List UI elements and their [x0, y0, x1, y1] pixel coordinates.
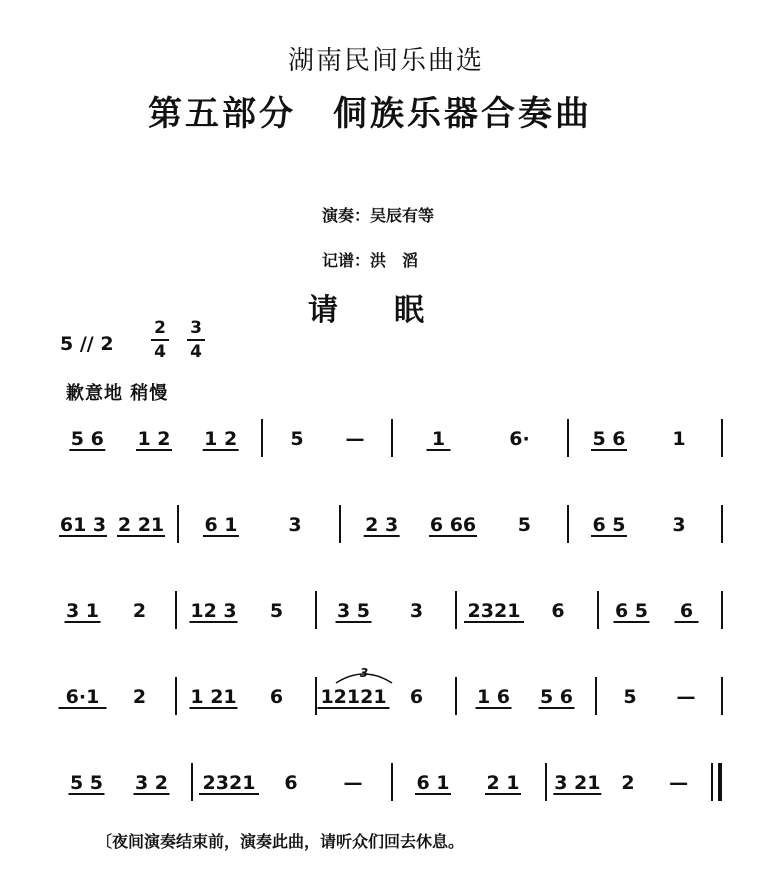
note-group: 6 5: [614, 600, 649, 622]
note-group: 12 3: [190, 600, 237, 622]
note-group: 1 2: [204, 428, 238, 450]
note-group: 12121: [320, 686, 387, 708]
note-group: 1 21: [190, 686, 237, 708]
note-group: 6 5: [592, 514, 626, 536]
note-group: 5 6: [70, 428, 104, 450]
triplet-marker: 3: [359, 666, 369, 680]
piece-title: 请眠: [308, 293, 480, 328]
time-signature-top: 3: [190, 318, 202, 338]
note-group: 5: [623, 686, 637, 708]
note-group: 6: [679, 600, 694, 622]
note-group: 3: [288, 514, 302, 536]
key-signature: 5 // 2: [60, 333, 114, 355]
note-group: 3 2: [134, 772, 169, 794]
note-group: 2: [132, 600, 147, 622]
collection-title: 湖南民间乐曲选: [287, 46, 484, 76]
note-group: —: [343, 772, 363, 794]
time-signature-bottom: 4: [190, 342, 202, 362]
note-group: 2: [621, 772, 635, 794]
note-group: 6: [269, 686, 284, 708]
note-group: 3 5: [336, 600, 371, 622]
note-group: 6: [284, 772, 298, 794]
note-group: 2 1: [486, 772, 520, 794]
footnote: 〔夜间演奏结束前，演奏此曲，请听众们回去休息。: [96, 832, 465, 851]
note-group: 5 5: [69, 772, 104, 794]
note-group: 5: [290, 428, 304, 450]
note-group: 2 21: [117, 514, 165, 536]
note-group: 1: [431, 428, 446, 450]
note-group: 6: [551, 600, 565, 622]
note-group: 5 6: [592, 428, 626, 450]
time-signature-bottom: 4: [154, 342, 166, 362]
note-group: 2321: [202, 772, 256, 794]
note-group: 6 1: [204, 514, 238, 536]
note-group: 1 6: [476, 686, 511, 708]
note-group: 2 3: [365, 514, 399, 536]
note-group: 5: [517, 514, 531, 536]
performers-credit: 演奏：吴辰有等: [322, 206, 435, 225]
note-group: 6: [409, 686, 424, 708]
part-title: 第五部分 侗族乐器合奏曲: [148, 94, 592, 134]
note-group: 6 66: [429, 514, 477, 536]
note-group: 2321: [467, 600, 521, 622]
note-group: 3: [409, 600, 424, 622]
note-group: 6·1: [65, 686, 100, 708]
note-group: —: [669, 772, 689, 794]
transcriber-credit: 记谱：洪 滔: [322, 251, 419, 270]
note-group: 5: [269, 600, 284, 622]
note-group: 3 1: [65, 600, 100, 622]
note-group: 6·: [509, 428, 530, 450]
note-group: 5 6: [539, 686, 574, 708]
note-group: 6 1: [416, 772, 450, 794]
note-group: 1: [672, 428, 686, 450]
note-group: 61 3: [59, 514, 107, 536]
note-group: 1 2: [137, 428, 171, 450]
note-group: —: [676, 686, 696, 708]
note-group: —: [345, 428, 365, 450]
tempo-marking: 歉意地 稍慢: [66, 383, 169, 404]
note-group: 2: [132, 686, 147, 708]
note-group: 3 21: [554, 772, 601, 794]
time-signature-top: 2: [154, 318, 166, 338]
note-group: 3: [672, 514, 686, 536]
